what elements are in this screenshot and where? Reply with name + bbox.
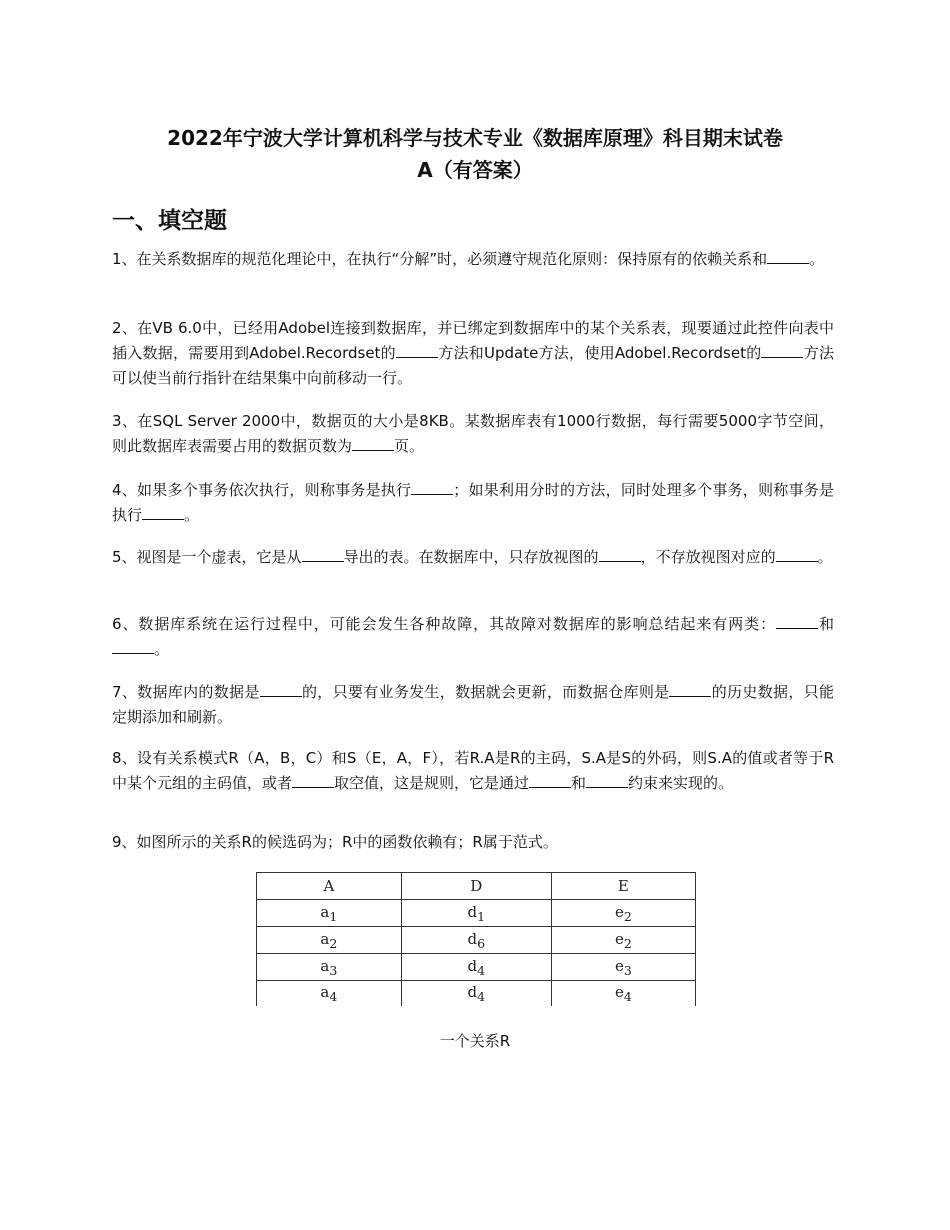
table-cell: $d_1$ <box>401 900 551 927</box>
answer-blank <box>411 478 453 495</box>
question-5: 5、视图是一个虚表，它是从 导出的表。在数据库中，只存放视图的 ，不存放视图对应的 。 <box>112 545 834 570</box>
answer-blank <box>142 503 184 520</box>
table-row <box>257 927 696 954</box>
answer-blank <box>767 247 809 264</box>
table-caption: 一个关系R <box>439 1032 511 1050</box>
answer-blank <box>302 545 344 562</box>
answer-blank <box>776 545 818 562</box>
answer-blank <box>669 680 711 697</box>
section-heading: 一、填空题 <box>112 208 227 234</box>
question-1: 1、在关系数据库的规范化理论中，在执行“分解”时，必须遵守规范化原则：保持原有的依赖关系和 。 <box>112 247 834 272</box>
table-cell: $a_2$ <box>257 927 402 954</box>
table-cell: $a_1$ <box>257 900 402 927</box>
table-header-cell: A <box>257 873 402 900</box>
question-7: 7、数据库内的数据是 的，只要有业务发生，数据就会更新，而数据仓库则是 的历史数据，只能定期添加和刷新。 <box>112 680 834 730</box>
table-cell: $e_4$ <box>551 981 695 1007</box>
answer-blank <box>112 637 154 654</box>
table-cell: $e_2$ <box>551 900 695 927</box>
table-row <box>257 900 696 927</box>
table-cell: $e_2$ <box>551 927 695 954</box>
table-cell: $a_3$ <box>257 954 402 981</box>
table-header-row <box>257 873 696 900</box>
table-row <box>257 981 696 1007</box>
answer-blank <box>599 545 641 562</box>
table-cell: $a_4$ <box>257 981 402 1007</box>
question-3: 3、在SQL Server 2000中，数据页的大小是8KB。某数据库表有1000行数据，每行需要5000字节空间，则此数据库表需要占用的数据页数为 页。 <box>112 412 834 455</box>
question-4: 4、如果多个事务依次执行，则称事务是执行 ；如果利用分时的方法，同时处理多个事务，则称事务是执行 。 <box>112 478 834 528</box>
table-header-cell: E <box>551 873 695 900</box>
table-header-cell: D <box>401 873 551 900</box>
table-row <box>257 954 696 981</box>
table-cell: $d_4$ <box>401 954 551 981</box>
question-9: 9、如图所示的关系R的候选码为；R中的函数依赖有；R属于范式。 <box>112 833 558 851</box>
relation-r-table <box>256 872 696 1006</box>
answer-blank <box>396 341 438 358</box>
table-cell: $d_6$ <box>401 927 551 954</box>
answer-blank <box>776 612 818 629</box>
question-6: 6、数据库系统在运行过程中，可能会发生各种故障，其故障对数据库的影响总结起来有两类： 和。 <box>112 612 834 662</box>
answer-blank <box>292 771 334 788</box>
question-8: 8、设有关系模式R（A，B，C）和S（E，A，F），若R.A是R的主码，S.A是S的外码，则S.A的值或者等于R中某个元组的主码值，或者 取空值，这是规则，它是通过 和 约束来实现的。 <box>112 749 834 792</box>
doc-title-line1: 2022年宁波大学计算机科学与技术专业《数据库原理》科目期末试卷 <box>167 126 783 150</box>
answer-blank <box>586 771 628 788</box>
answer-blank <box>352 434 394 451</box>
question-2: 2、在VB 6.0中，已经用Adobel连接到数据库，并已绑定到数据库中的某个关系表，现要通过此控件向表中插入数据，需要用到Adobel.Recordset的 方法和Update方法，使用Adobel.Recordset的 方法可以使当前行指针在结果集中向前移动一行。 <box>112 319 834 387</box>
table-cell: $d_4$ <box>401 981 551 1007</box>
table-cell: $e_3$ <box>551 954 695 981</box>
answer-blank <box>761 341 803 358</box>
answer-blank <box>529 771 571 788</box>
doc-title-line2: A（有答案） <box>417 158 533 182</box>
answer-blank <box>260 680 302 697</box>
